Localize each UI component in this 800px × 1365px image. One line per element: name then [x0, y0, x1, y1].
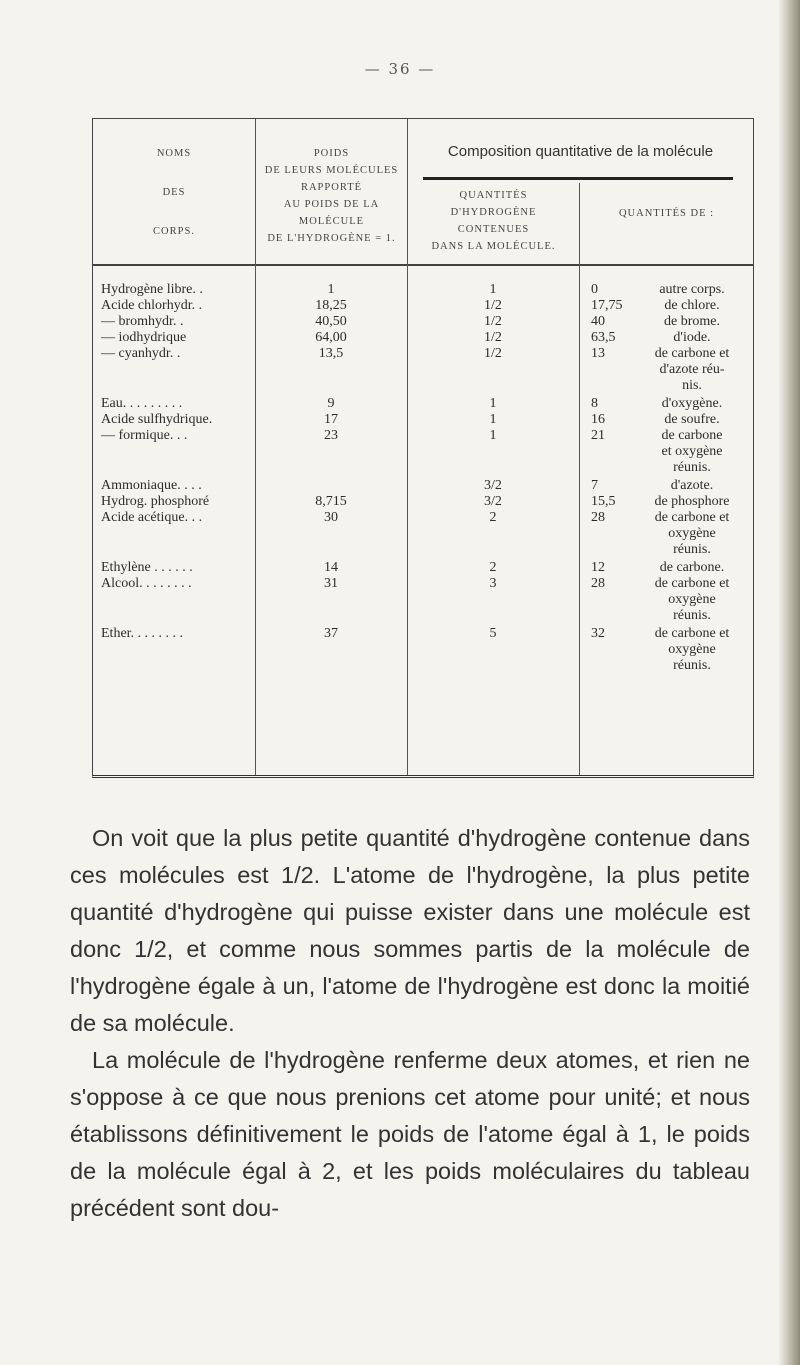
- row-quantity: 63,5: [591, 330, 616, 345]
- row-weight: 13,5: [318, 346, 344, 361]
- row-quantity: 28: [591, 576, 605, 591]
- row-quantity: 32: [591, 626, 605, 641]
- row-quantity: 0: [591, 282, 598, 297]
- header-names: [93, 119, 255, 264]
- row-other-substance: [633, 626, 751, 674]
- table-row: [93, 346, 753, 396]
- row-quantity: 13: [591, 346, 605, 361]
- row-quantity: 12: [591, 560, 605, 575]
- row-other-substance: [633, 330, 751, 346]
- row-other-substance-line: de brome.: [664, 314, 720, 329]
- row-quantity: 16: [591, 412, 605, 427]
- header-weights-line: DE LEURS MOLÉCULES: [264, 165, 399, 176]
- header-weights-line: DE L'HYDROGÈNE = 1.: [267, 233, 396, 244]
- paragraph: On voit que la plus petite quantité d'hydrogène contenue dans ces molécules est 1/2. L'atome de l'hydrogène, la plus petite quantité d'hydrogène qui puisse exister dans une molécule est donc 1/2, et comme nous sommes partis de la molécule de l'hydrogène égale à un, l'atome de l'hydrogène est donc la moitié de sa molécule.: [70, 825, 750, 1036]
- header-divider: [93, 264, 753, 266]
- row-name: Acide sulfhydrique.: [101, 412, 213, 427]
- row-quantity: 17,75: [591, 298, 623, 313]
- row-name: Ether. . . . . . . .: [101, 626, 184, 641]
- row-hydrogen: 5: [489, 626, 497, 641]
- composition-brace: [423, 177, 733, 180]
- row-other-substance-line: autre corps.: [659, 282, 725, 297]
- row-hydrogen: 3/2: [484, 478, 502, 493]
- row-other-substance: [633, 560, 751, 576]
- row-weight: 17: [324, 412, 338, 427]
- row-other-substance-line: de soufre.: [664, 412, 720, 427]
- row-weight: 40,50: [315, 314, 347, 329]
- table-row: [93, 282, 753, 298]
- row-hydrogen: 1/2: [484, 298, 502, 313]
- row-hydrogen: 3: [489, 576, 497, 591]
- header-other: QUANTITÉS DE :: [579, 183, 753, 264]
- header-weights: [255, 119, 407, 264]
- row-weight: 1: [327, 282, 335, 297]
- row-name: — bromhydr. .: [101, 314, 184, 329]
- row-other-substance-line: réunis.: [673, 608, 711, 623]
- row-hydrogen: 1/2: [484, 330, 502, 345]
- row-other-substance: [633, 346, 751, 394]
- row-hydrogen: 1/2: [484, 314, 502, 329]
- header-weights-line: MOLÉCULE: [298, 216, 365, 227]
- row-other-substance: [633, 576, 751, 624]
- table-row: [93, 396, 753, 412]
- row-weight: 8,715: [315, 494, 347, 509]
- row-other-substance-line: de chlore.: [664, 298, 720, 313]
- row-other-substance: [633, 396, 751, 412]
- row-name: Ammoniaque. . . .: [101, 478, 202, 493]
- row-other-substance-line: oxygène: [668, 592, 716, 607]
- row-name: Alcool. . . . . . . .: [101, 576, 192, 591]
- row-hydrogen: 1: [489, 282, 497, 297]
- row-other-substance-line: de carbone et: [654, 576, 730, 591]
- header-weights-line: RAPPORTÉ: [300, 182, 363, 193]
- row-name: Hydrogène libre. .: [101, 282, 203, 297]
- table-row: [93, 412, 753, 428]
- row-hydrogen: 1: [489, 396, 497, 411]
- row-weight: 37: [324, 626, 338, 641]
- header-hydrogen-line: DANS LA MOLÉCULE.: [431, 241, 556, 252]
- table-body: [93, 282, 753, 676]
- row-other-substance-line: d'oxygène.: [661, 396, 723, 411]
- header-names-line: NOMS: [156, 148, 192, 159]
- row-quantity: 8: [591, 396, 598, 411]
- row-other-substance: [633, 282, 751, 298]
- row-hydrogen: 1: [489, 428, 497, 443]
- row-quantity: 7: [591, 478, 598, 493]
- row-other-substance-line: d'azote.: [670, 478, 714, 493]
- header-hydrogen-line: D'HYDROGÈNE: [450, 207, 537, 218]
- row-name: Hydrog. phosphoré: [101, 494, 210, 509]
- row-other-substance-line: de carbone et: [654, 346, 730, 361]
- row-hydrogen: 3/2: [484, 494, 502, 509]
- row-other-substance-line: de carbone et: [654, 626, 730, 641]
- row-name: Acide acétique. . .: [101, 510, 203, 525]
- row-weight: 18,25: [315, 298, 347, 313]
- body-text: [70, 820, 750, 1227]
- row-other-substance-line: oxygène: [668, 642, 716, 657]
- table-row: [93, 428, 753, 478]
- paragraph: La molécule de l'hydrogène renferme deux atomes, et rien ne s'oppose à ce que nous prenions cet atome pour unité; et nous établissons définitivement le poids de l'atome égal à 1, le poids de la molécule égal à 2, et les poids moléculaires du tableau précédent sont dou-: [70, 1047, 750, 1221]
- row-other-substance: [633, 510, 751, 558]
- row-other-substance-line: réunis.: [673, 658, 711, 673]
- row-weight: 64,00: [315, 330, 347, 345]
- row-other-substance: [633, 478, 751, 494]
- row-quantity: 40: [591, 314, 605, 329]
- header-names-line: DES: [162, 187, 186, 198]
- row-other-substance-line: d'azote réu-: [659, 362, 725, 377]
- row-name: — cyanhydr. .: [101, 346, 181, 361]
- row-other-substance-line: d'iode.: [673, 330, 711, 345]
- table-row: [93, 330, 753, 346]
- row-weight: 30: [324, 510, 338, 525]
- row-other-substance: [633, 428, 751, 476]
- table-row: [93, 626, 753, 676]
- table-row: [93, 314, 753, 330]
- row-other-substance-line: réunis.: [673, 460, 711, 475]
- row-hydrogen: 2: [489, 510, 497, 525]
- row-name: — formique. . .: [101, 428, 188, 443]
- row-weight: 23: [324, 428, 338, 443]
- row-weight: 9: [327, 396, 335, 411]
- row-other-substance-line: de carbone et: [654, 510, 730, 525]
- row-hydrogen: 2: [489, 560, 497, 575]
- row-other-substance-line: nis.: [682, 378, 702, 393]
- row-name: — iodhydrique: [101, 330, 187, 345]
- table-row: [93, 510, 753, 560]
- row-other-substance: [633, 298, 751, 314]
- table-row: [93, 298, 753, 314]
- page-number: — 36 —: [364, 60, 436, 78]
- header-weights-line: POIDS: [313, 148, 350, 159]
- composition-table: [92, 118, 754, 778]
- table-row: [93, 576, 753, 626]
- table-row: [93, 494, 753, 510]
- header-names-line: CORPS.: [153, 226, 195, 237]
- row-other-substance: [633, 314, 751, 330]
- row-name: Eau. . . . . . . . .: [101, 396, 183, 411]
- header-composition: Composition quantitative de la molécule: [407, 119, 753, 238]
- row-other-substance: [633, 412, 751, 428]
- row-name: Acide chlorhydr. .: [101, 298, 203, 313]
- row-quantity: 28: [591, 510, 605, 525]
- row-quantity: 21: [591, 428, 605, 443]
- row-hydrogen: 1/2: [484, 346, 502, 361]
- table-row: [93, 478, 753, 494]
- row-name: Ethylène . . . . . .: [101, 560, 193, 575]
- page-edge: [778, 0, 800, 1365]
- row-other-substance-line: de phosphore: [654, 494, 730, 509]
- row-other-substance-line: de carbone.: [659, 560, 725, 575]
- header-hydrogen-line: CONTENUES: [457, 224, 530, 235]
- row-other-substance: [633, 494, 751, 510]
- header-weights-line: AU POIDS DE LA: [283, 199, 380, 210]
- row-weight: 31: [324, 576, 338, 591]
- row-hydrogen: 1: [489, 412, 497, 427]
- row-quantity: 15,5: [591, 494, 616, 509]
- row-other-substance-line: oxygène: [668, 526, 716, 541]
- table-row: [93, 560, 753, 576]
- row-other-substance-line: réunis.: [673, 542, 711, 557]
- row-weight: 14: [324, 560, 338, 575]
- row-other-substance-line: et oxygène: [661, 444, 723, 459]
- header-hydrogen-line: QUANTITÉS: [459, 190, 528, 201]
- row-other-substance-line: de carbone: [661, 428, 723, 443]
- header-hydrogen: [407, 183, 579, 264]
